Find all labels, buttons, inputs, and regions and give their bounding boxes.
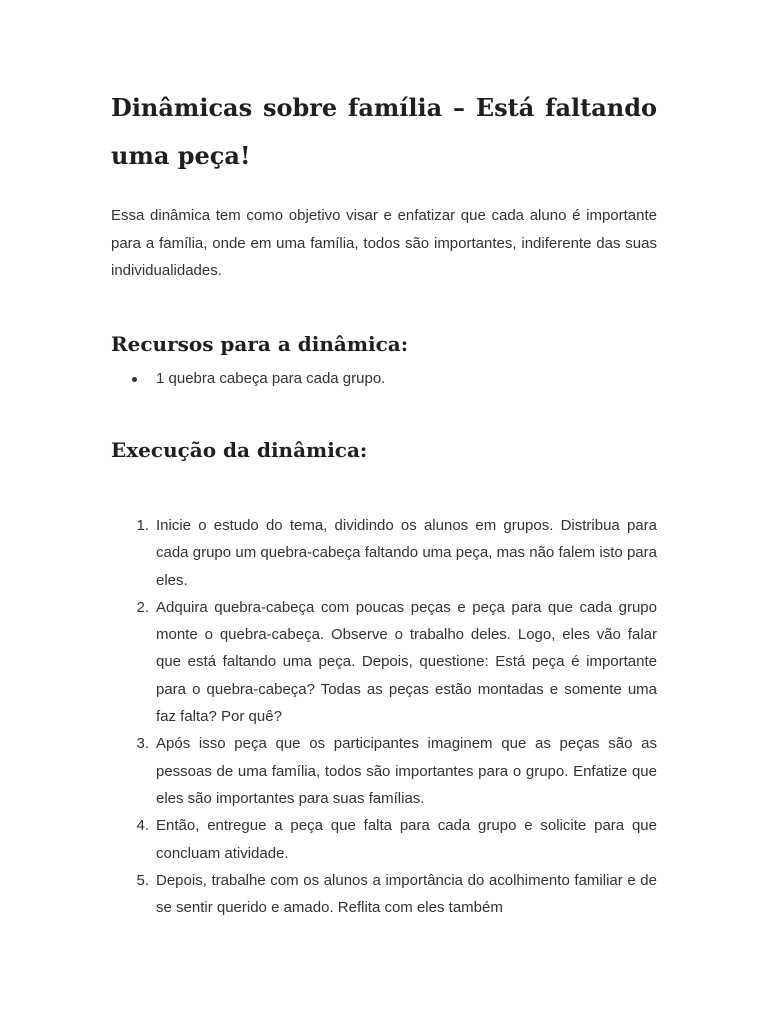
resources-list (111, 365, 657, 393)
resource-text: 1 quebra cabeça para cada grupo. (156, 370, 386, 387)
steps-list (111, 512, 657, 921)
step-text: Depois, trabalhe com os alunos a importância do acolhimento familiar e de se sentir querido e amado. Reflita com eles também (156, 871, 657, 917)
list-item (111, 730, 657, 812)
list-item (111, 512, 657, 594)
page-title: Dinâmicas sobre família – Está faltando uma peça! (111, 93, 657, 170)
list-item (111, 867, 657, 922)
execution-heading: Execução da dinâmica: (111, 438, 368, 462)
list-item (111, 365, 657, 393)
step-number: 3. (136, 735, 149, 753)
intro-paragraph: Essa dinâmica tem como objetivo visar e enfatizar que cada aluno é importante para a família, onde em uma família, todos são importantes, indiferente das suas individualidades. (111, 207, 657, 279)
step-number: 2. (136, 598, 149, 616)
step-number: 4. (136, 817, 149, 835)
step-text: Após isso peça que os participantes imaginem que as peças são as pessoas de uma família, todos são importantes para o grupo. Enfatize que eles são importantes para suas famílias. (156, 735, 657, 807)
bullet-icon (132, 377, 137, 382)
step-text: Então, entregue a peça que falta para cada grupo e solicite para que concluam atividade. (156, 817, 657, 862)
resources-heading: Recursos para a dinâmica: (111, 332, 409, 356)
step-text: Adquira quebra-cabeça com poucas peças e peça para que cada grupo monte o quebra-cabeça. Observe o trabalho deles. Logo, eles vão falar que está faltando uma peça. Depois, questione: Está peça é importante para o quebra-cabeça? Todas as peças estão montadas e somente uma faz falta? Por quê? (156, 598, 657, 726)
list-item (111, 594, 657, 730)
list-item (111, 812, 657, 867)
step-number: 1. (136, 517, 149, 534)
step-text: Inicie o estudo do tema, dividindo os alunos em grupos. Distribua para cada grupo um quebra-cabeça faltando uma peça, mas não falem isto para eles. (156, 517, 657, 589)
step-number: 5. (136, 871, 149, 889)
